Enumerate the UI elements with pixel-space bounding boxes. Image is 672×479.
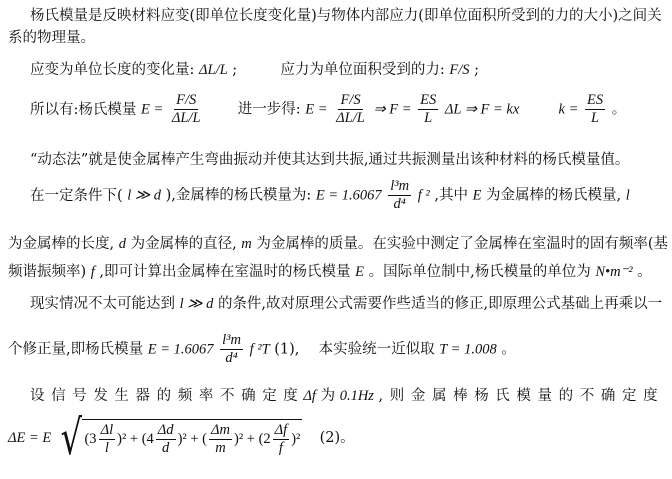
E-formula-const: E = 1.6067 xyxy=(315,187,382,204)
fraction-den: L xyxy=(424,110,433,126)
condition-l-gg-d: l ≫ d xyxy=(127,187,161,204)
fraction-num: l³m xyxy=(390,178,410,194)
fraction-dd-d xyxy=(156,422,176,457)
intro-text-1: 杨氏模量是反映材料应变(即单位长度变化量)与物体内部应力(即单位面积所受到的力的大小)之间关 xyxy=(30,8,662,24)
fraction-num: Δf xyxy=(274,422,288,438)
para-intro-line2 xyxy=(8,26,666,47)
sqrt-body xyxy=(82,419,302,457)
unit-end: 。 xyxy=(637,264,652,280)
corrected-lead: 个修正量,即杨氏模量 xyxy=(8,341,144,358)
sqrt-expression xyxy=(56,410,303,466)
term-d-close: )² xyxy=(291,431,301,447)
where-text: ,其中 xyxy=(434,187,468,204)
fraction-den: d⁴ xyxy=(393,196,406,212)
f-squared: f ² xyxy=(417,187,430,204)
fraction-den: f xyxy=(278,440,283,456)
where-text-2: 为金属棒的杨氏模量, xyxy=(486,187,622,204)
equation-number-2: (2)。 xyxy=(319,430,355,446)
fraction-young xyxy=(170,92,203,127)
para-correction xyxy=(8,292,666,313)
dynamic-method-text: “动态法”就是使金属棒产生弯曲振动并使其达到共振,通过共振测量出该种材料的杨氏模量值。 xyxy=(30,152,630,168)
derivation-end: 。 xyxy=(611,101,627,118)
fraction-young-2 xyxy=(334,92,367,127)
unit-N-m2: N•m⁻² xyxy=(595,264,633,280)
intro-text-2: 系的物理量。 xyxy=(8,30,95,46)
para-dynamic-method xyxy=(8,148,666,169)
fraction-den: m xyxy=(215,440,226,456)
E-formula-const-2: E = 1.6067 xyxy=(147,341,214,358)
stress-formula: F/S xyxy=(449,62,470,78)
term-a-open: (3 xyxy=(84,431,97,447)
condition-lead: 在一定条件下( xyxy=(30,187,123,204)
freq-uncertainty-value: 0.1Hz xyxy=(339,388,374,404)
fraction-num: Δm xyxy=(211,422,230,438)
para-young-derivation xyxy=(8,92,666,127)
derivation-lead: 所以有:杨氏模量 xyxy=(30,101,137,118)
hooke-law: ΔL ⇒ F = kx xyxy=(444,101,520,118)
symbol-d: d xyxy=(118,236,126,252)
para-frequency xyxy=(8,260,666,281)
def-diameter: 为金属棒的直径, xyxy=(130,236,237,252)
fraction-den: d xyxy=(162,440,170,456)
stress-end: ; xyxy=(474,62,480,78)
freq-text: 频谐振频率) xyxy=(8,264,87,280)
term-b-close: )² + ( xyxy=(177,431,207,447)
symbol-E-2: E xyxy=(355,264,364,280)
para-formula-young xyxy=(8,178,666,213)
def-length: 为金属棒的长度, xyxy=(8,236,115,252)
condition-mid: ),金属棒的杨氏模量为: xyxy=(165,187,312,204)
para-strain-stress xyxy=(8,58,666,79)
para-intro-line1 xyxy=(8,4,666,25)
strain-text: 应变为单位长度的变化量: xyxy=(30,62,195,78)
f-squared-T: f ²T xyxy=(249,341,270,358)
T-value: T = 1.008 xyxy=(439,341,497,358)
condition-l-gg-d-2: l ≫ d xyxy=(179,296,214,312)
fraction-num: F/S xyxy=(176,92,197,108)
fraction-den: ΔL/L xyxy=(336,110,365,126)
correction-text-2: 的条件,故对原理公式需要作些适当的修正,即原理公式基础上再乘以一 xyxy=(217,296,663,312)
correction-text: 现实情况不太可能达到 xyxy=(30,296,175,312)
strain-end: ; xyxy=(232,62,238,78)
equation-number-1: (1), xyxy=(274,341,300,358)
fraction-den: d⁴ xyxy=(225,350,238,366)
fraction-num: ES xyxy=(587,92,604,108)
symbol-E: E xyxy=(472,187,482,204)
fraction-l3m-d4 xyxy=(388,178,411,213)
fraction-num: Δd xyxy=(157,422,174,438)
stress-text: 应力为单位面积受到的力: xyxy=(280,62,445,78)
para-uncertainty xyxy=(8,384,666,405)
delta-E-equals: ΔE = E xyxy=(8,430,52,446)
uncertainty-text: 设 信 号 发 生 器 的 频 率 不 确 定 度 xyxy=(30,388,299,404)
fraction-den: ΔL/L xyxy=(171,110,201,126)
sqrt-icon: √ xyxy=(60,410,82,466)
implies-F: ⇒ F = xyxy=(373,101,412,118)
symbol-f: f xyxy=(90,264,95,280)
fraction-k xyxy=(585,92,605,127)
fraction-df-f xyxy=(273,422,290,457)
symbol-m: m xyxy=(241,236,252,252)
symbol-l: l xyxy=(625,187,630,204)
fraction-den: l xyxy=(104,440,109,456)
fraction-l3m-d4-2 xyxy=(220,332,243,367)
fraction-num: l³m xyxy=(222,332,241,348)
symbol-delta-f: Δf xyxy=(303,388,316,404)
fraction-num: ES xyxy=(420,92,437,108)
fraction-dm-m xyxy=(209,422,232,457)
para-uncertainty-formula xyxy=(8,410,666,466)
para-definitions xyxy=(8,232,669,253)
fraction-ES-L xyxy=(418,92,438,127)
term-a-close: )² + (4 xyxy=(117,431,154,447)
k-equals: k = xyxy=(558,101,579,118)
fraction-num: F/S xyxy=(340,92,361,108)
corrected-end: 。 xyxy=(501,341,516,358)
approx-text: 本实验统一近似取 xyxy=(318,341,435,358)
para-corrected-formula xyxy=(8,332,666,367)
def-mass: 为金属棒的质量。在实验中测定了金属棒在室温时的固有频率(基 xyxy=(256,236,669,252)
term-c-close: )² + (2 xyxy=(233,431,271,447)
uncertainty-text-3: , 则 金 属 棒 杨 氏 模 量 的 不 确 定 度 xyxy=(378,388,659,404)
fraction-num: Δl xyxy=(100,422,114,438)
freq-text-2: ,即可计算出金属棒在室温时的杨氏模量 xyxy=(99,264,351,280)
uncertainty-text-2: 为 xyxy=(320,388,336,404)
strain-formula: ΔL/L xyxy=(199,62,228,78)
E-equals: E = xyxy=(141,101,164,118)
E-equals-2: E = xyxy=(305,101,328,118)
fraction-dl-l xyxy=(99,422,116,457)
further-text: 进一步得: xyxy=(237,101,301,118)
unit-text: 。国际单位制中,杨氏模量的单位为 xyxy=(368,264,591,280)
fraction-den: L xyxy=(591,110,600,126)
